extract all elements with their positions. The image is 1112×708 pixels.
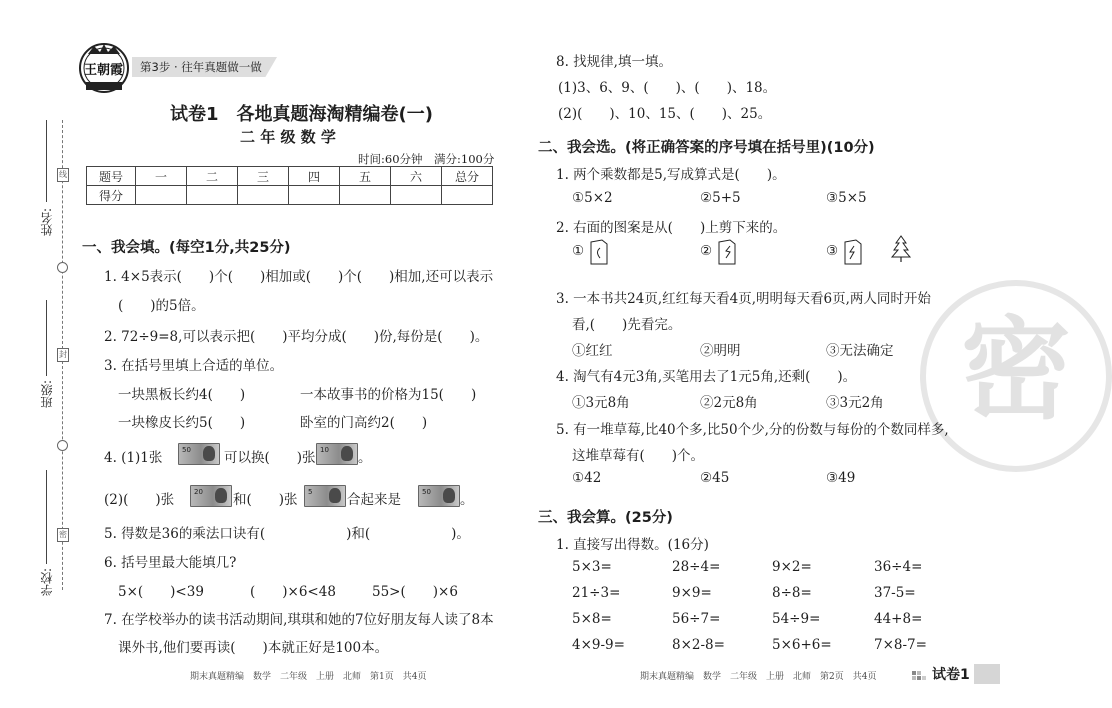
score-input-cell[interactable]	[136, 186, 187, 205]
calc-item: 4×9-9=	[572, 637, 625, 653]
name-label: 姓名:	[40, 208, 54, 237]
calc-title: 1. 直接写出得数。(16分)	[556, 537, 709, 553]
calc-item: 5×8=	[572, 611, 612, 627]
question-4-1-text-b: 可以换( )张	[224, 450, 316, 466]
calc-item: 28÷4=	[672, 559, 721, 575]
question-8-1: (1)3、6、9、( )、( )、18。	[558, 80, 777, 96]
calc-item: 9×9=	[672, 585, 712, 601]
calc-item: 7×8-7=	[874, 637, 927, 653]
score-row	[87, 186, 493, 205]
calc-item: 9×2=	[772, 559, 812, 575]
school-line	[46, 470, 47, 564]
score-input-cell[interactable]	[289, 186, 340, 205]
question-4-2-text-a: (2)( )张	[104, 492, 175, 508]
logo-text: 王朝霞	[84, 63, 124, 78]
seal-char-3: 密	[57, 528, 69, 542]
paper-subtitle: 二 年 级 数 学	[240, 128, 336, 146]
score-table	[86, 166, 493, 205]
score-input-cell[interactable]	[238, 186, 289, 205]
folded-paper-1-icon	[588, 238, 610, 266]
choice-4: 4. 淘气有4元3角,买笔用去了1元5角,还剩( )。	[556, 369, 857, 385]
choice-3-line-2: 看,( )先看完。	[572, 317, 682, 333]
choice-3-line-1: 3. 一本书共24页,红红每天看4页,明明每天看6页,两人同时开始	[556, 291, 931, 307]
score-cell: 题号	[87, 167, 136, 186]
question-4-2-text-c: 合起来是	[347, 492, 401, 508]
seal-dot-1	[57, 262, 68, 273]
choice-4-option-1: ①3元8角	[572, 395, 630, 411]
question-8: 8. 找规律,填一填。	[556, 54, 672, 70]
question-6-c: 55>( )×6	[372, 584, 458, 600]
score-cell: 四	[289, 167, 340, 186]
banknote-10-image: 10	[316, 443, 358, 465]
calc-item: 5×3=	[572, 559, 612, 575]
footer-left: 期末真题精编 数学 二年级 上册 北师 第1页 共4页	[190, 672, 427, 682]
brand-logo	[78, 42, 130, 94]
question-1-line-2: ( )的5倍。	[118, 298, 205, 314]
choice-4-option-3: ③3元2角	[826, 395, 884, 411]
banknote-50-image: 50	[418, 485, 460, 507]
footer-right: 期末真题精编 数学 二年级 上册 北师 第2页 共4页	[640, 672, 877, 682]
choice-5-option-1: ①42	[572, 470, 602, 486]
question-2: 2. 72÷9=8,可以表示把( )平均分成( )份,每份是( )。	[104, 329, 489, 345]
score-header-row	[87, 167, 493, 186]
class-label: 班级:	[40, 380, 54, 409]
calc-item: 5×6+6=	[772, 637, 832, 653]
banknote-50-image: 50	[178, 443, 220, 465]
choice-3-option-3: ③无法确定	[826, 343, 894, 359]
score-cell: 六	[391, 167, 442, 186]
choice-5-line-1: 5. 有一堆草莓,比40个多,比50个少,分的份数与每份的个数同样多,	[556, 422, 949, 438]
seal-char-2: 封	[57, 348, 69, 362]
calc-item: 8÷8=	[772, 585, 812, 601]
banknote-20-image: 20	[190, 485, 232, 507]
question-8-2: (2)( )、10、15、( )、25。	[558, 106, 772, 122]
choice-1-option-3: ③5×5	[826, 190, 867, 206]
section-2-title: 二、我会选。(将正确答案的序号填在括号里)(10分)	[538, 140, 875, 156]
score-cell: 五	[340, 167, 391, 186]
seal-char-1: 线	[57, 168, 69, 182]
choice-2-option-2: ②	[700, 243, 713, 259]
folded-paper-3-icon	[842, 238, 864, 266]
question-1-line-1: 1. 4×5表示( )个( )相加或( )个( )相加,还可以表示	[104, 269, 494, 285]
tab-grid-icon	[912, 668, 926, 680]
question-7-line-2: 课外书,他们要再读( )本就正好是100本。	[118, 640, 389, 656]
choice-1-option-2: ②5+5	[700, 190, 741, 206]
score-cell: 三	[238, 167, 289, 186]
choice-5-option-2: ②45	[700, 470, 730, 486]
paper-tab-bar	[974, 664, 1000, 684]
question-4-2-text-b: 和( )张	[233, 492, 298, 508]
question-3-b: 一本故事书的价格为15( )	[300, 387, 477, 403]
score-input-cell[interactable]	[442, 186, 493, 205]
score-cell: 得分	[87, 186, 136, 205]
class-line	[46, 300, 47, 376]
score-input-cell[interactable]	[340, 186, 391, 205]
choice-4-option-2: ②2元8角	[700, 395, 758, 411]
choice-5-option-3: ③49	[826, 470, 856, 486]
score-cell: 二	[187, 167, 238, 186]
choice-2: 2. 右面的图案是从( )上剪下来的。	[556, 220, 787, 236]
choice-5-line-2: 这堆草莓有( )个。	[572, 448, 705, 464]
question-4-1-text-c: 。	[358, 450, 372, 466]
school-label: 学校:	[40, 568, 54, 597]
question-7-line-1: 7. 在学校举办的读书活动期间,琪琪和她的7位好朋友每人读了8本	[104, 612, 494, 628]
choice-1: 1. 两个乘数都是5,写成算式是( )。	[556, 167, 786, 183]
score-cell: 一	[136, 167, 187, 186]
confidential-watermark: 密	[920, 280, 1112, 472]
time-info: 时间:60分钟 满分:100分	[358, 152, 495, 166]
question-6-b: ( )×6<48	[250, 584, 336, 600]
paper-tab-label: 试卷1	[932, 667, 970, 683]
folded-paper-2-icon	[716, 238, 738, 266]
choice-2-option-1: ①	[572, 243, 585, 259]
score-input-cell[interactable]	[391, 186, 442, 205]
question-6-a: 5×( )<39	[118, 584, 204, 600]
question-3-a: 一块黑板长约4( )	[118, 387, 246, 403]
calc-item: 8×2-8=	[672, 637, 725, 653]
calc-item: 44+8=	[874, 611, 923, 627]
tree-pattern-icon	[890, 234, 912, 264]
question-3-c: 一块橡皮长约5( )	[118, 415, 246, 431]
section-1-title: 一、我会填。(每空1分,共25分)	[82, 240, 291, 256]
question-5: 5. 得数是36的乘法口诀有( )和( )。	[104, 526, 470, 542]
calc-item: 54÷9=	[772, 611, 821, 627]
calc-item: 56÷7=	[672, 611, 721, 627]
question-3-d: 卧室的门高约2( )	[300, 415, 428, 431]
choice-3-option-2: ②明明	[700, 343, 741, 359]
question-4-2-text-d: 。	[460, 492, 474, 508]
calc-item: 21÷3=	[572, 585, 621, 601]
paper-title: 试卷1 各地真题海淘精编卷(一)	[170, 104, 433, 125]
step-label: 第3步 · 往年真题做一做	[140, 60, 262, 74]
section-3-title: 三、我会算。(25分)	[538, 510, 673, 526]
score-cell: 总分	[442, 167, 493, 186]
choice-1-option-1: ①5×2	[572, 190, 613, 206]
question-6: 6. 括号里最大能填几?	[104, 555, 237, 571]
score-input-cell[interactable]	[187, 186, 238, 205]
choice-2-option-3: ③	[826, 243, 839, 259]
banknote-5-image: 5	[304, 485, 346, 507]
calc-item: 36÷4=	[874, 559, 923, 575]
question-4-1-text-a: 4. (1)1张	[104, 450, 163, 466]
choice-3-option-1: ①红红	[572, 343, 613, 359]
question-3: 3. 在括号里填上合适的单位。	[104, 358, 284, 374]
name-line	[46, 120, 47, 202]
calc-item: 37-5=	[874, 585, 916, 601]
seal-dot-2	[57, 440, 68, 451]
